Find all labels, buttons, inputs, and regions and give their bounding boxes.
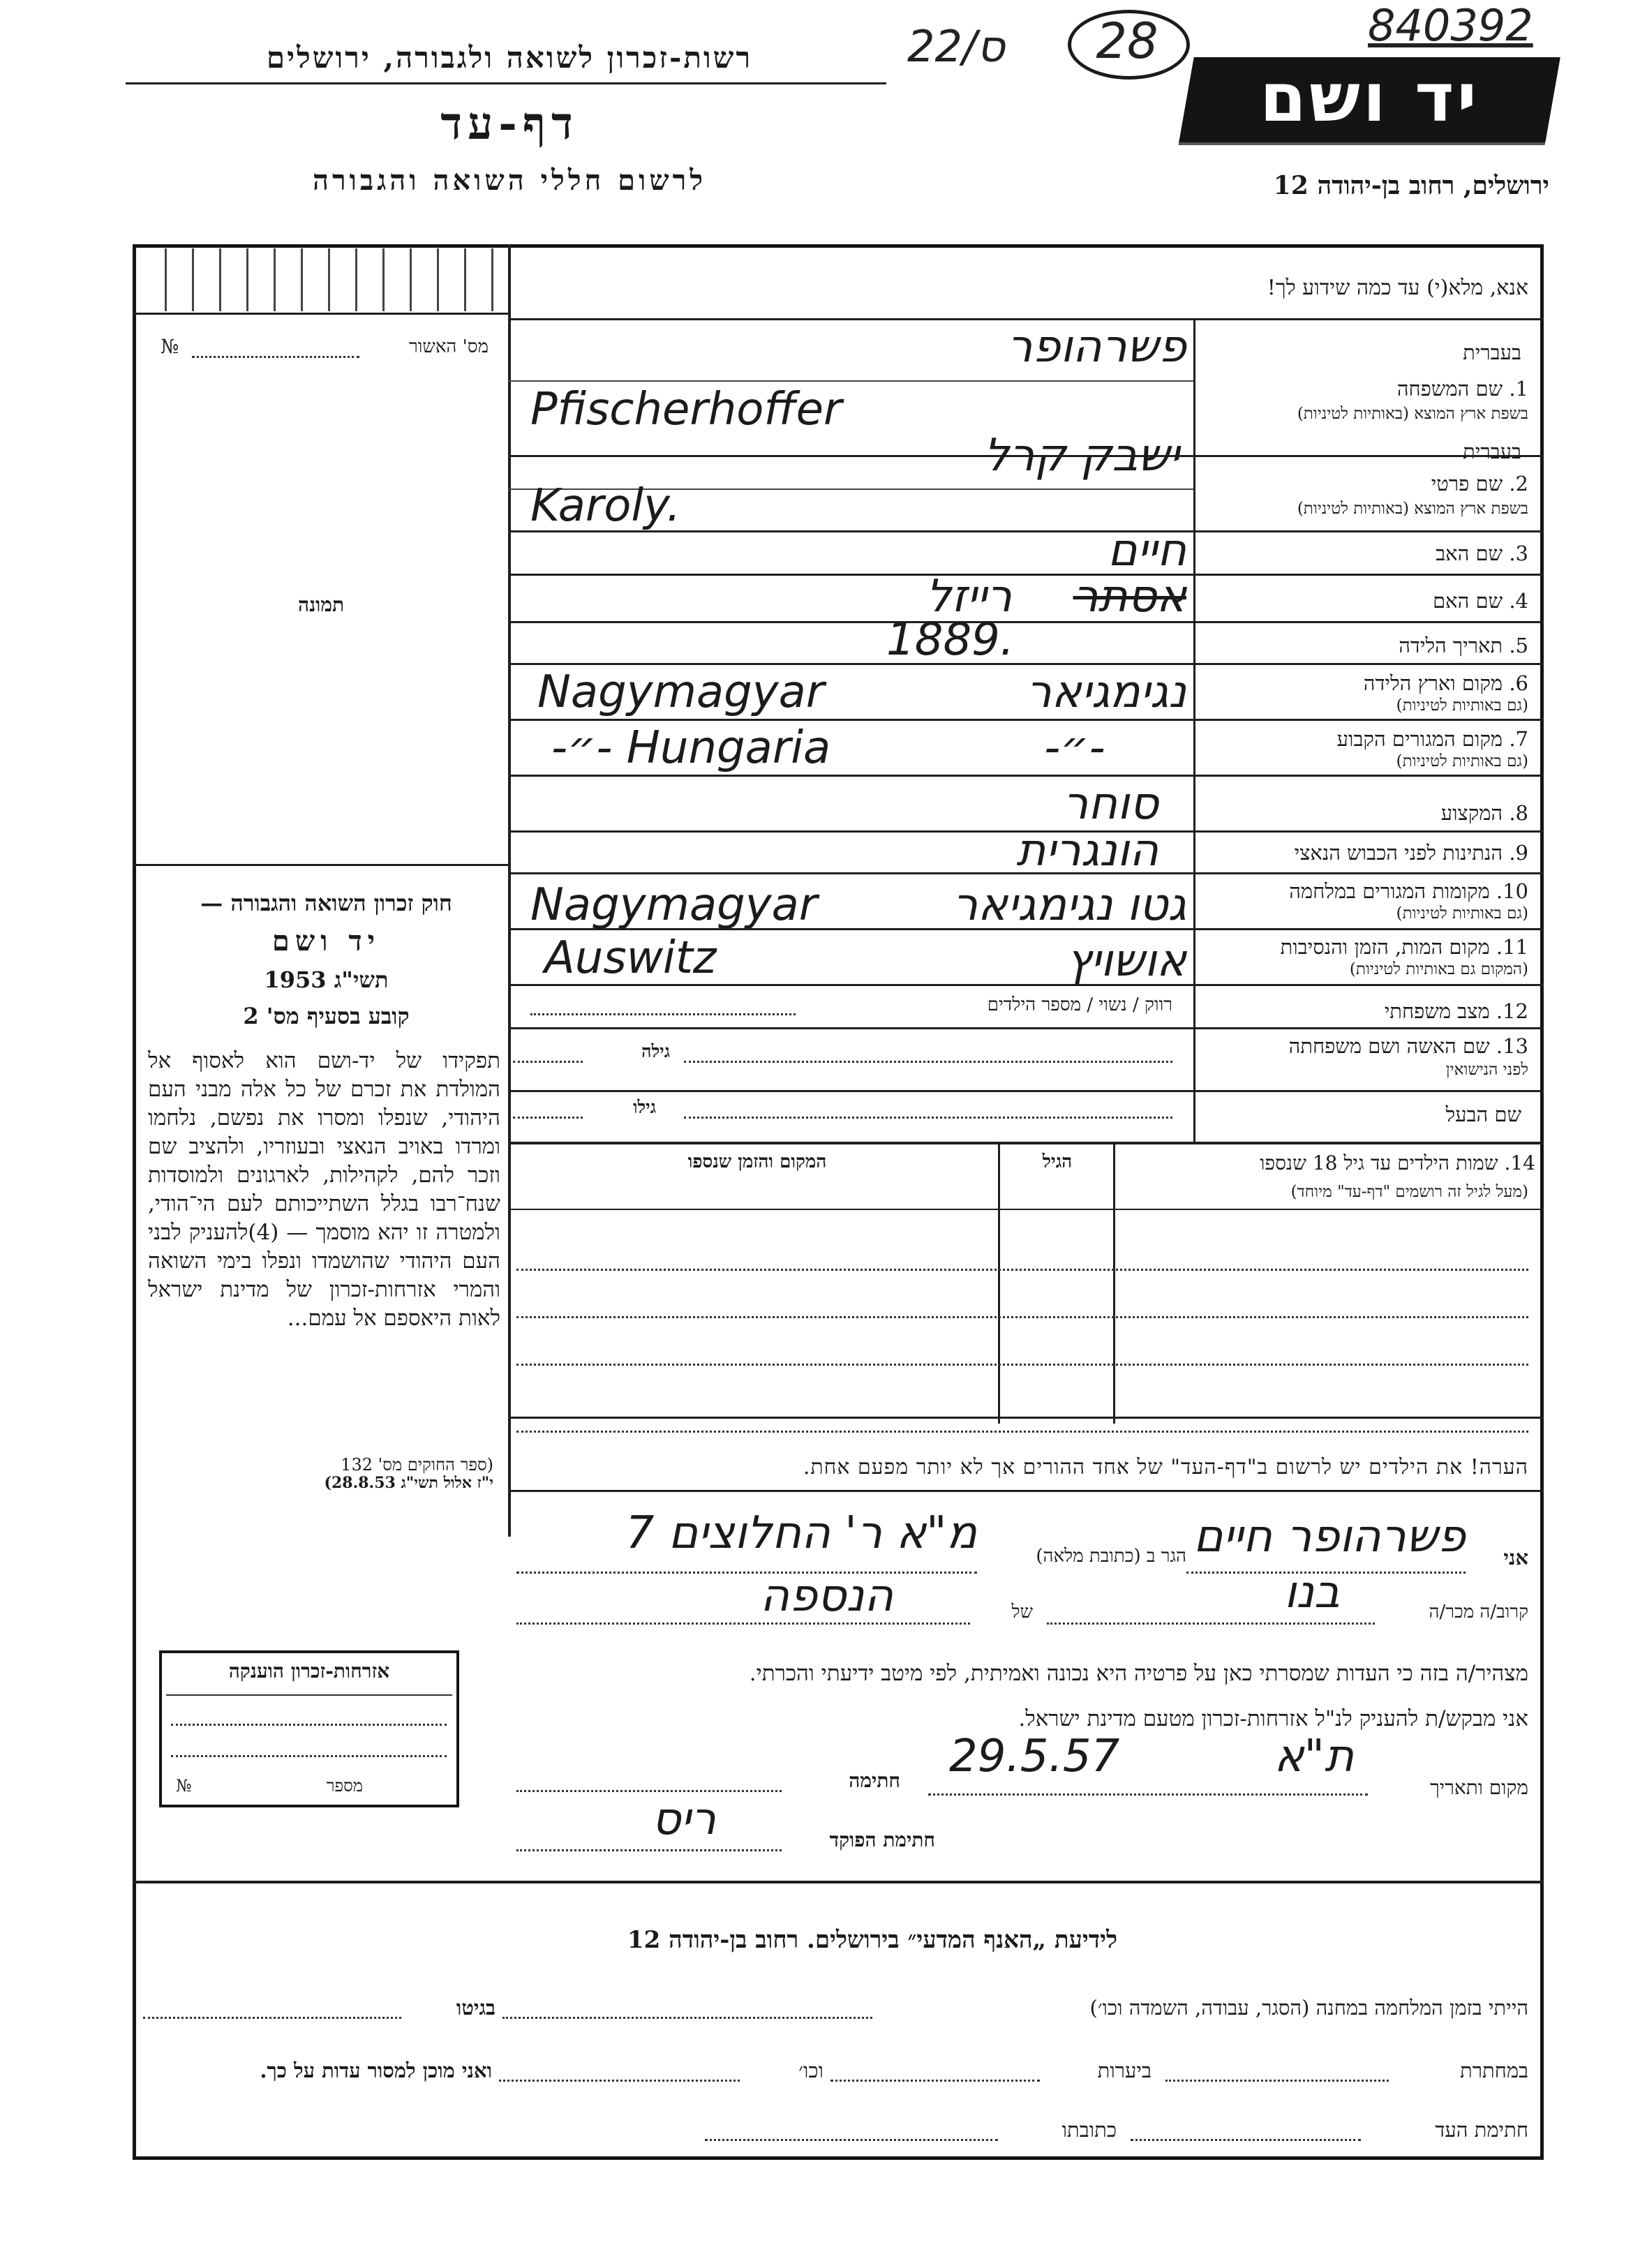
field-13-wife-dots[interactable]: [684, 1061, 1172, 1063]
children-col-age: הגיל: [1042, 1151, 1073, 1172]
field-13-label-text: שם האשה ושם משפחתה: [1288, 1034, 1490, 1058]
bottom-line2-field-1[interactable]: [1165, 2080, 1389, 2082]
field-10-label-text: מקומות המגורים במלחמה: [1289, 879, 1490, 903]
decl-statement: מצהיר/ה בזה כי העדות שמסרתי כאן על פרטיה היא נכונה ואמיתית, לפי מיטב ידיעתי והכרתי.: [749, 1661, 1528, 1686]
law-name: יד ושם: [271, 925, 381, 957]
field-4-label: [1200, 589, 1528, 613]
decl-relation-line[interactable]: [1047, 1622, 1375, 1625]
bottom-line2-ready: ואני מוכן למסור עדות על כך.: [260, 2059, 492, 2082]
bottom-line1-ghetto-field[interactable]: [143, 2017, 401, 2019]
field-3-label: [1200, 542, 1528, 566]
decl-officer-label: חתימת הפוקד: [829, 1828, 935, 1851]
row-rule-top: [508, 318, 1544, 320]
field-10-label: [1200, 879, 1528, 904]
photo-label: תמונה: [297, 593, 345, 616]
children-header-rule: [508, 1209, 1544, 1210]
field-3-label-text: שם האב: [1436, 542, 1503, 565]
field-13-age-dots[interactable]: [513, 1061, 583, 1063]
authority-title: רשות-זכרון לשואה ולגבורה, ירושלים: [266, 40, 753, 75]
field-13-label: [1200, 1034, 1528, 1059]
logo-text: יד ושם: [1260, 59, 1480, 137]
header-rule: [126, 82, 886, 84]
decl-relation-value[interactable]: בנו: [1283, 1567, 1340, 1618]
field-9-label-text: הנתינות לפני הכבוש הנאצי: [1294, 841, 1503, 865]
bottom-line2-etc: וכו׳: [798, 2059, 824, 2082]
field-7-num: 7.: [1509, 727, 1528, 751]
sidebar-rule-2: [133, 864, 509, 866]
citizenship-line-2[interactable]: [171, 1755, 447, 1757]
field-11-value-hebrew[interactable]: אושויץ: [1066, 935, 1186, 987]
bottom-line1-field[interactable]: [502, 2017, 872, 2019]
children-row-1[interactable]: [516, 1269, 1528, 1271]
bottom-line1-camp: הייתי בזמן המלחמה במחנה (הסגר, עבודה, השמדה וכו׳): [1089, 1996, 1528, 2020]
decl-signature-label: חתימה: [849, 1769, 900, 1792]
citizenship-number-label: מספר: [326, 1776, 363, 1796]
field-3-num: 3.: [1509, 542, 1528, 565]
bottom-line3-signature: חתימת העד: [1435, 2118, 1528, 2142]
field-11-sub: (המקום גם באותיות לטיניות): [1349, 960, 1528, 978]
bottom-title: לידיעת „האנף המדעי״ בירושלים. רחוב בן-יהודה 12: [627, 1926, 1117, 1954]
decl-officer-value[interactable]: ריס: [652, 1793, 716, 1845]
field-11-num: 11.: [1496, 935, 1528, 959]
bottom-line3-address: כתובתו: [1061, 2118, 1117, 2142]
page-number: 28: [1096, 13, 1158, 70]
law-year: תשי"ג 1953: [264, 967, 389, 993]
bottom-line3-field-2[interactable]: [705, 2139, 998, 2141]
field-12-options[interactable]: רווק / נשוי / מספר הילדים: [987, 994, 1172, 1015]
decl-signature-line[interactable]: [516, 1790, 782, 1792]
decl-of-line[interactable]: [516, 1622, 970, 1625]
field-1-value-latin[interactable]: Pfischerhoffer: [530, 384, 842, 435]
field-12-num: 12.: [1496, 999, 1528, 1023]
field-10-value-latin[interactable]: Nagymagyar: [530, 879, 818, 931]
law-title: חוק זכרון השואה והגבורה —: [200, 890, 452, 916]
field-1-sub: בשפת ארץ המוצא (באותיות לטיניות): [1297, 405, 1528, 423]
law-section: קובע בסעיף מס' 2: [243, 1003, 410, 1029]
field-5-value[interactable]: 1889.: [886, 614, 1015, 666]
field-7-label: [1200, 727, 1528, 752]
children-bottom-rule: [508, 1417, 1544, 1419]
note-rule: [508, 1490, 1544, 1492]
row-rule-7: [508, 775, 1544, 777]
bottom-line1-ghetto: בגיטו: [456, 1996, 495, 2020]
field-2-num: 2.: [1509, 472, 1528, 495]
citizenship-line-1[interactable]: [171, 1724, 447, 1726]
field-2-label-text: שם פרטי: [1431, 472, 1503, 495]
field-5-label-text: תאריך הלידה: [1399, 634, 1503, 657]
decl-place-value[interactable]: ת"א: [1274, 1731, 1354, 1782]
field-6-value-hebrew[interactable]: נגימגיאר: [1026, 666, 1186, 718]
field-11-label-text: מקום המות, הזמן והנסיבות: [1280, 935, 1490, 959]
children-row-2[interactable]: [516, 1316, 1528, 1318]
field-4-value[interactable]: רייזל: [925, 571, 1012, 622]
field-1-label: [1200, 377, 1528, 401]
field-5-label: [1200, 634, 1528, 658]
husband-label: שם הבעל: [1445, 1103, 1521, 1126]
field-13-age-label: גילה: [641, 1041, 670, 1061]
field-11-label: [1200, 935, 1528, 960]
row-rule-14: [508, 1142, 1544, 1144]
decl-relative-label: קרוב/ה מכר/ה: [1429, 1602, 1528, 1622]
decl-ani: אני: [1503, 1546, 1528, 1569]
bottom-line2-forests: ביערות: [1097, 2059, 1152, 2082]
field-1-num: 1.: [1509, 377, 1528, 401]
decl-place-date-label: מקום ותאריך: [1429, 1776, 1528, 1799]
citizenship-no-sign: №: [176, 1776, 192, 1796]
field-12-label-text: מצב משפחתי: [1384, 999, 1490, 1023]
field-2-sub: בשפת ארץ המוצא (באותיות לטיניות): [1297, 500, 1528, 518]
sidebar-rule-1: [133, 313, 509, 315]
bottom-line2-field-2[interactable]: [830, 2080, 1040, 2082]
note-text: הערה! את הילדים יש לרשום ב"דף-העד" של אחד ההורים אך לא יותר מפעם אחת.: [803, 1455, 1528, 1479]
citizenship-title: אזרחות-זכרון הוענקה: [228, 1659, 390, 1683]
children-col-place: המקום והזמן שנספו: [687, 1151, 827, 1172]
field-10-num: 10.: [1496, 879, 1528, 903]
field-12-children-dots[interactable]: [530, 1013, 796, 1015]
children-row-3[interactable]: [516, 1364, 1528, 1366]
decl-resides-label: הגר ב (כתובת מלאה): [1036, 1546, 1186, 1567]
husband-age-dots[interactable]: [513, 1117, 583, 1119]
decl-place-date-line[interactable]: [928, 1793, 1368, 1796]
approval-label: מס' האשור: [408, 336, 489, 357]
field-1-hebrew-tag: בעברית: [1463, 341, 1521, 364]
bottom-rule: [133, 1881, 1544, 1883]
field-2-hebrew-tag: בעברית: [1463, 440, 1521, 463]
decl-name-value[interactable]: פשרהופר חיים: [1193, 1511, 1466, 1562]
decl-officer-line[interactable]: [516, 1849, 782, 1851]
field-2-label: [1200, 472, 1528, 496]
husband-name-dots[interactable]: [684, 1117, 1172, 1119]
field-6-sub: (גם באותיות לטיניות): [1396, 696, 1528, 715]
field-10-sub: (גם באותיות לטיניות): [1396, 904, 1528, 923]
row-rule-6: [508, 719, 1544, 721]
form-title: דף-עד: [440, 98, 579, 150]
field-7-sub: (גם באותיות לטיניות): [1396, 752, 1528, 770]
law-text: תפקידו של יד-ושם הוא לאסוף אל המולדת את זכרם של כל אלה מבני העם היהודי, שנפלו ומסרו את נפשם, נלחמו ומרדו באויב הנאצי ובעוזריו, ולהציב שם וזכר להם, לקהילות, לארגונים ולמוסדות שנח־רבו בגלל השתייכותם לעם הי־הודי, ולמטרה זו יהא מוסמך — (4)להעניק לבני העם היהודי שהושמדו ונפלו בימי השואה והמרי אזרחות-זכרון של מדינת ישראל לאות היאספם אל עמם...: [148, 1048, 500, 1331]
field-6-label: [1200, 671, 1528, 696]
field-7-value-latin[interactable]: -״- Hungaria: [551, 722, 831, 774]
sidebar-ladder: [140, 248, 502, 311]
husband-age-label: גילו: [633, 1097, 656, 1117]
decl-of-label: של: [1011, 1602, 1033, 1622]
approval-no-sign: №: [161, 335, 179, 358]
form-subtitle: לרשום חללי השואה והגבורה: [312, 164, 707, 197]
field-4-num: 4.: [1509, 589, 1528, 613]
children-col-1: [1113, 1144, 1115, 1424]
bottom-line3-field-1[interactable]: [1131, 2139, 1361, 2141]
decl-date-value[interactable]: 29.5.57: [949, 1731, 1120, 1782]
decl-of-value[interactable]: הנספה: [760, 1570, 893, 1622]
header-address: ירושלים, רחוב בן-יהודה 12: [1273, 171, 1549, 200]
handwritten-folio: 22/ס: [907, 21, 1006, 72]
field-6-label-text: מקום וארץ הלידה: [1363, 671, 1503, 695]
row-rule-5: [508, 663, 1544, 665]
field-4-value-struck: אסתר: [1073, 571, 1186, 622]
field-8-label-text: המקצוע: [1440, 801, 1503, 825]
law-ref-1: (ספר החוקים מס' 132: [341, 1455, 493, 1475]
decl-request: אני מבקש/ת להעניק לנ"ל אזרחות-זכרון מטעם מדינת ישראל.: [1018, 1706, 1528, 1731]
field-13-num: 13.: [1496, 1034, 1528, 1058]
label-divider: [1193, 318, 1195, 1142]
field-2-value-hebrew[interactable]: ישבק קרל: [983, 430, 1179, 482]
field-10-value-hebrew[interactable]: גטו נגימגיאר: [952, 879, 1186, 931]
field-11-value-latin[interactable]: Auswitz: [544, 932, 717, 984]
field-9-num: 9.: [1509, 841, 1528, 865]
field-1-label-text: שם המשפחה: [1396, 377, 1503, 401]
bottom-line2-field-3[interactable]: [499, 2080, 740, 2082]
field-6-num: 6.: [1509, 671, 1528, 695]
row-rule-12: [508, 1027, 1544, 1029]
children-row-4[interactable]: [516, 1431, 1528, 1433]
instruction-line: אנא, מלא(י) עד כמה שידוע לך!: [1267, 276, 1528, 300]
field-4-label-text: שם האם: [1433, 589, 1503, 613]
file-number: 840392: [1368, 0, 1533, 51]
field-2-value-latin[interactable]: Karoly.: [530, 480, 681, 532]
children-col-2: [998, 1144, 1000, 1424]
approval-field[interactable]: [192, 356, 359, 358]
children-sub: (מעל לגיל זה רושמים "דף-עד" מיוחד): [1290, 1183, 1528, 1201]
law-ref-2: י"ז אלול תשי"ג 28.8.53): [324, 1474, 493, 1492]
row-inner-1: [508, 380, 1193, 382]
sidebar-divider: [508, 244, 511, 1537]
field-3-value[interactable]: חיים: [1108, 525, 1186, 576]
field-7-label-text: מקום המגורים הקבוע: [1336, 727, 1503, 751]
field-8-num: 8.: [1509, 801, 1528, 825]
bottom-line2-underground: במחתרת: [1460, 2059, 1528, 2082]
row-rule-13: [508, 1090, 1544, 1092]
field-9-label: [1200, 841, 1528, 865]
citizenship-rule: [166, 1694, 452, 1696]
decl-address-value[interactable]: מ"א ר' החלוצים 7: [625, 1507, 977, 1559]
field-5-num: 5.: [1509, 634, 1528, 657]
field-13-sub: לפני הנישואין: [1445, 1061, 1528, 1079]
field-9-value[interactable]: הונגרית: [1016, 825, 1158, 876]
field-6-value-latin[interactable]: Nagymagyar: [537, 666, 825, 718]
field-12-label: [1200, 999, 1528, 1024]
children-label: 14. שמות הילדים עד גיל 18 שנספו: [1260, 1151, 1535, 1174]
field-8-label: [1200, 801, 1528, 826]
field-8-value[interactable]: סוחר: [1063, 778, 1158, 830]
field-1-value-hebrew[interactable]: פשרהופר: [1007, 321, 1186, 373]
field-7-value-hebrew[interactable]: -״-: [1044, 722, 1105, 774]
